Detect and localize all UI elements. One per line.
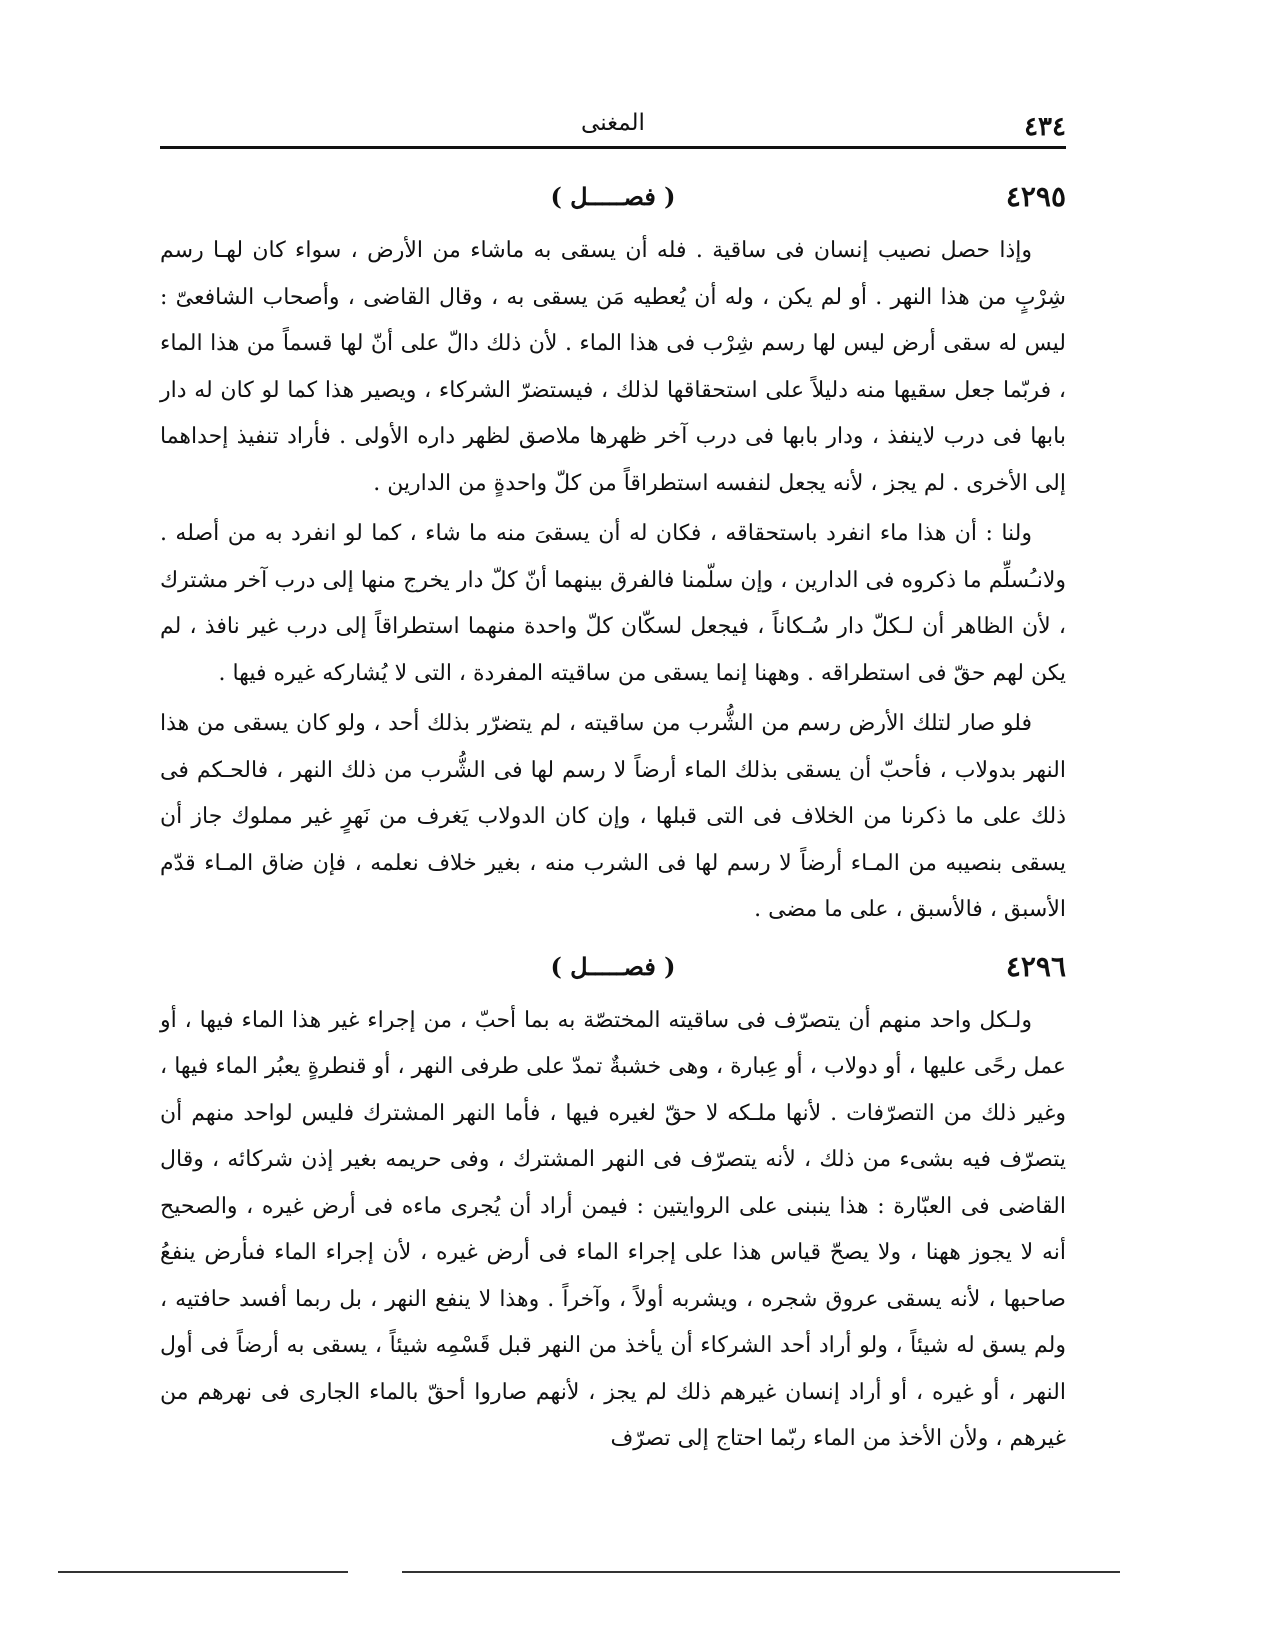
section-4295 — [160, 168, 1066, 934]
paragraph: فلو صار لتلك الأرض رسم من الشُّرب من ساقيته ، لم يتضرّر بذلك أحد ، ولو كان يسقى من هذا النهر بدولاب ، فأحبّ أن يسقى بذلك الماء أرضاً لا رسم لها فى الشُّرب من ذلك النهر ، فالحـكم فى ذلك على ما ذكرنا من الخلاف فى التى قبلها ، وإن كان الدولاب يَغرف من نَهرٍ غير مملوك جاز أن يسقى بنصيبه من المـاء أرضاً لا رسم لها فى الشرب منه ، بغير خلاف نعلمه ، فإن ضاق المـاء قدّم الأسبق ، فالأسبق ، على ما مضى . — [160, 711, 1066, 922]
section-number: ٤٢٩٦ — [1005, 949, 1066, 983]
page-number: ٤٣٤ — [1024, 112, 1066, 142]
page-header — [160, 104, 1066, 144]
section-number: ٤٢٩٥ — [1005, 180, 1066, 213]
section-4296 — [160, 938, 1066, 1463]
main-content — [160, 168, 1066, 1467]
footer-rule-left — [58, 1571, 348, 1573]
section-title: ( فصـــــل ) — [550, 182, 676, 211]
section-heading — [160, 938, 1066, 998]
running-title: المغنى — [581, 110, 645, 136]
paragraph: وإذا حصل نصيب إنسان فى ساقية . فله أن يسقى به ماشاء من الأرض ، سواء كان لهـا رسم شِرْبٍ من هذا النهر . أو لم يكن ، وله أن يُعطيه مَن يسقى به ، وقال القاضى ، وأصحاب الشافعىّ : ليس له سقى أرض ليس لها رسم شِرْب فى هذا الماء . لأن ذلك دالّ على أنّ لها قسماً من هذا الماء ، فربّما جعل سقيها منه دليلاً على استحقاقها لذلك ، فيستضرّ الشركاء ، ويصير هذا كما لو كان له دار بابها فى درب لاينفذ ، ودار بابها فى درب آخر ظهرها ملاصق لظهر داره الأولى . فأراد تنفيذ إحداهما إلى الأخرى . لم يجز ، لأنه يجعل لنفسه استطراقاً من كلّ واحدةٍ من الدارين . — [160, 238, 1066, 496]
header-rule — [160, 146, 1066, 149]
section-heading — [160, 168, 1066, 228]
footer-rule-right — [402, 1571, 1120, 1573]
section-title: ( فصـــــل ) — [550, 951, 676, 981]
paragraph: ولـكل واحد منهم أن يتصرّف فى ساقيته المختصّة به بما أحبّ ، من إجراء غير هذا الماء فيها ، أو عمل رحًى عليها ، أو دولاب ، أو عِبارة ، وهى خشبةٌ تمدّ على طرفى النهر ، أو قنطرةٍ يعبُر الماء فيها ، وغير ذلك من التصرّفات . لأنها ملـكه لا حقّ لغيره فيها ، فأما النهر المشترك فليس لواحد منهم أن يتصرّف فيه بشىء من ذلك ، لأنه يتصرّف فى النهر المشترك ، وفى حريمه بغير إذن شركائه ، وقال القاضى فى العبّارة : هذا ينبنى على الروايتين : فيمن أراد أن يُجرى ماءه فى أرض غيره ، والصحيح أنه لا يجوز ههنا ، ولا يصحّ قياس هذا على إجراء الماء فى أرض غيره ، لأن إجراء الماء فىأرض ينفعُ صاحبها ، لأنه يسقى عروق شجره ، ويشربه أولاً ، وآخراً . وهذا لا ينفع النهر ، بل ربما أفسد حافتيه ، ولم يسق له شيئاً ، ولو أراد أحد الشركاء أن يأخذ من النهر قبل قَسْمِه شيئاً ، يسقى به أرضاً فى أول النهر ، أو غيره ، أو أراد إنسان غيرهم ذلك لم يجز ، لأنهم صاروا أحقّ بالماء الجارى فى نهرهم من غيرهم ، ولأن الأخذ من الماء ربّما احتاج إلى تصرّف — [160, 1007, 1067, 1451]
paragraph: ولنا : أن هذا ماء انفرد باستحقاقه ، فكان له أن يسقىَ منه ما شاء ، كما لو انفرد به من أصله . ولانـُسلِّم ما ذكروه فى الدارين ، وإن سلّمنا فالفرق بينهما أنّ كلّ دار يخرج منها إلى درب آخر مشترك ، لأن الظاهر أن لـكلّ دار سُـكاناً ، فيجعل لسكّان كلّ واحدة منهما استطراقاً إلى درب غير نافذ ، لم يكن لهم حقّ فى استطراقه . وههنا إنما يسقى من ساقيته المفردة ، التى لا يُشاركه غيره فيها . — [160, 521, 1066, 686]
